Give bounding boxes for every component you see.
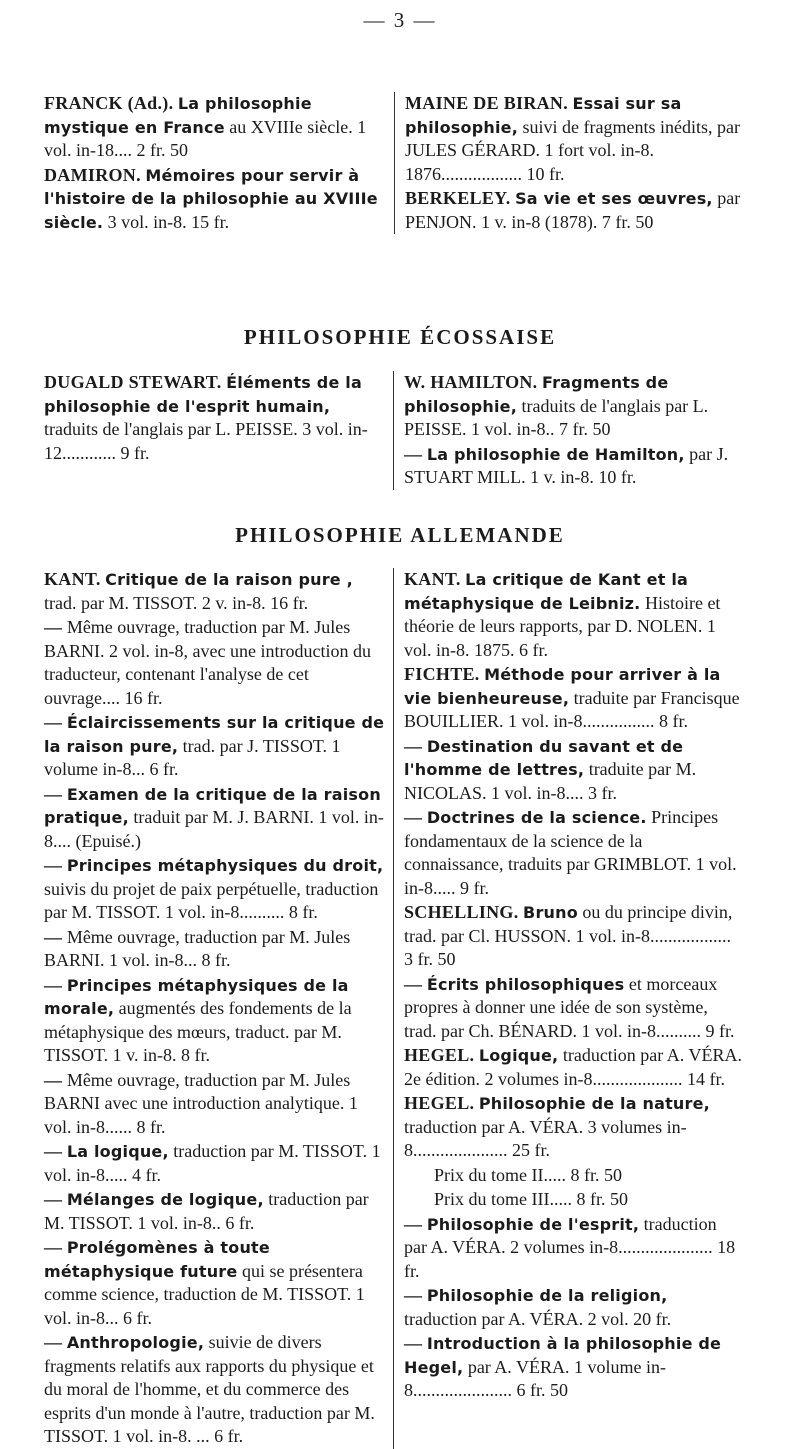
- entry-title: La critique de Kant et la métaphysique de Leibniz.: [404, 570, 689, 613]
- entry-author: —: [44, 1332, 63, 1352]
- entry-title: Introduction à la philosophie de Hegel,: [404, 1334, 722, 1377]
- entry-details: ou du principe divin, trad. par Cl. HUSSON. 1 vol. in-8.................. 3 fr. 50: [404, 902, 733, 969]
- entry-title: Bruno: [523, 903, 578, 922]
- entry-title: Principes métaphysiques du droit,: [66, 856, 384, 875]
- entry-author: —: [404, 1285, 423, 1305]
- entry-title: Destination du savant et de l'homme de lettres,: [404, 736, 684, 779]
- top-right-column: [394, 92, 744, 234]
- entry-details: 3 vol. in-8. 15 fr.: [107, 211, 230, 232]
- entry-title: Mémoires pour servir à l'histoire de la philosophie au XVIIIe siècle.: [44, 165, 378, 232]
- entry-details: traduction par A. VÉRA. 2 vol. 20 fr.: [404, 1308, 672, 1329]
- catalog-entry: [404, 1188, 744, 1212]
- entry-author: MAINE DE BIRAN.: [405, 93, 569, 113]
- entry-details: traduite par M. NICOLAS. 1 vol. in-8.... 3 fr.: [404, 759, 697, 803]
- entry-details: par PENJON. 1 v. in-8 (1878). 7 fr. 50: [405, 188, 741, 232]
- entry-title: La philosophie mystique en France: [44, 94, 312, 137]
- catalog-entry: [404, 735, 744, 806]
- ecossaise-left-column: [44, 371, 394, 490]
- entry-author: HEGEL.: [404, 1045, 475, 1065]
- entry-details: traduction par M. TISSOT. 1 vol. in-8..... 4 fr.: [44, 1141, 381, 1185]
- entry-title: Anthropologie,: [66, 1333, 205, 1352]
- catalog-entry: [404, 1284, 744, 1331]
- catalog-entry: [405, 187, 744, 234]
- catalog-entry: [44, 164, 386, 235]
- catalog-entry: [44, 616, 385, 710]
- catalog-entry: [44, 371, 385, 465]
- catalog-entry: [44, 568, 385, 615]
- entry-author: HEGEL.: [404, 1093, 475, 1113]
- allemande-left-column: [44, 568, 394, 1449]
- catalog-entry: [405, 92, 744, 186]
- entry-title: Doctrines de la science.: [426, 808, 647, 827]
- allemande-right-column: [394, 568, 744, 1449]
- entry-details: par A. VÉRA. 1 volume in-8...................... 6 fr. 50: [404, 1356, 666, 1400]
- entry-details: Même ouvrage, traduction par M. Jules BARNI. 1 vol. in-8... 8 fr.: [44, 926, 351, 970]
- entry-details: trad. par M. TISSOT. 2 v. in-8. 16 fr.: [44, 592, 309, 613]
- section-heading-allemande: PHILOSOPHIE ALLEMANDE: [235, 523, 565, 547]
- entry-title: Philosophie de la religion,: [426, 1286, 668, 1305]
- entry-title: La philosophie de Hamilton,: [426, 444, 685, 464]
- entry-author: —: [44, 855, 63, 875]
- entry-author: —: [44, 1069, 63, 1090]
- entry-details: traduction par A. VÉRA. 2 volumes in-8..................... 18 fr.: [404, 1213, 736, 1281]
- entry-details: trad. par J. TISSOT. 1 volume in-8... 6 fr.: [44, 735, 341, 779]
- entry-author: —: [404, 973, 423, 994]
- catalog-entry: [44, 92, 386, 163]
- catalog-entry: [404, 806, 744, 900]
- entry-details: Principes fondamentaux de la science de la connaissance, traduits par GRIMBLOT. 1 vol. in-8..... 9 fr.: [404, 807, 737, 898]
- catalog-entry: [404, 1164, 744, 1188]
- entry-author: KANT.: [44, 569, 101, 589]
- entry-author: —: [404, 443, 423, 464]
- entry-title: Éléments de la philosophie de l'esprit humain,: [44, 373, 362, 416]
- entry-author: —: [404, 807, 423, 827]
- catalog-entry: [44, 783, 385, 854]
- catalog-entry: [404, 371, 744, 442]
- catalog-entry: [404, 568, 744, 662]
- entry-details: Même ouvrage, traduction par M. Jules BARNI avec une introduction analytique. 1 vol. in-8...... 8 fr.: [44, 1069, 358, 1137]
- catalog-entry: [404, 973, 744, 1044]
- entry-author: —: [44, 1237, 63, 1257]
- catalog-entry: [44, 1069, 385, 1140]
- entry-details: traduits de l'anglais par L. PEISSE. 1 vol. in-8.. 7 fr. 50: [404, 395, 709, 439]
- entry-author: DUGALD STEWART.: [44, 372, 222, 392]
- entry-details: traduite par Francisque BOUILLIER. 1 vol. in-8................ 8 fr.: [404, 687, 740, 731]
- catalog-entry: [44, 1236, 385, 1330]
- entry-author: —: [44, 712, 63, 732]
- entry-author: —: [44, 617, 63, 637]
- entry-title: Essai sur sa philosophie,: [405, 94, 682, 137]
- page-number: — 3 —: [363, 8, 437, 32]
- entry-author: KANT.: [404, 569, 461, 589]
- entry-title: Méthode pour arriver à la vie bienheureuse,: [404, 665, 721, 708]
- entry-title: Éclaircissements sur la critique de la raison pure,: [44, 713, 385, 756]
- entry-title: Prolégomènes à toute métaphysique future: [44, 1238, 270, 1281]
- entry-author: SCHELLING.: [404, 902, 519, 922]
- entry-details: Même ouvrage, traduction par M. Jules BARNI. 2 vol. in-8, avec une introduction du traducteur, contenant l'analyse de cet ouvrage.... 16 fr.: [44, 617, 371, 708]
- entry-details: Histoire et théorie de leurs rapports, par D. NOLEN. 1 vol. in-8. 1875. 6 fr.: [404, 592, 721, 660]
- entry-author: BERKELEY.: [405, 188, 511, 208]
- entry-title: La logique,: [66, 1142, 169, 1161]
- entry-author: —: [44, 783, 63, 804]
- ecossaise-right-column: [394, 371, 744, 490]
- entry-details: au XVIIIe siècle. 1 vol. in-18.... 2 fr. 50: [44, 116, 367, 160]
- entry-author: —: [44, 1189, 63, 1209]
- entry-details: suivis du projet de paix perpétuelle, traduction par M. TISSOT. 1 vol. in-8.......... 8 fr.: [44, 878, 379, 922]
- entry-title: Philosophie de l'esprit,: [426, 1214, 640, 1234]
- catalog-entry: [404, 1092, 744, 1163]
- entry-author: —: [44, 974, 63, 995]
- entry-details: par J. STUART MILL. 1 v. in-8. 10 fr.: [404, 443, 729, 487]
- entry-author: W. HAMILTON.: [404, 372, 538, 392]
- catalog-entry: [44, 711, 385, 782]
- entry-details: traduction par A. VÉRA. 3 volumes in-8..................... 25 fr.: [404, 1116, 687, 1160]
- catalog-entry: [404, 1332, 744, 1403]
- entry-author: DAMIRON.: [44, 164, 141, 185]
- entry-details: Prix du tome III..... 8 fr. 50: [434, 1189, 628, 1209]
- entry-title: Principes métaphysiques de la morale,: [44, 975, 349, 1018]
- entry-title: Sa vie et ses œuvres,: [515, 189, 713, 208]
- entry-author: FRANCK (Ad.).: [44, 93, 174, 113]
- top-left-column: [44, 92, 394, 234]
- catalog-entry: [404, 901, 744, 972]
- entry-author: —: [44, 926, 63, 947]
- entry-title: Examen de la critique de la raison pratique,: [44, 784, 381, 827]
- entry-title: Logique,: [478, 1046, 559, 1065]
- catalog-entry: [44, 974, 385, 1068]
- top-entries: [44, 92, 756, 234]
- entry-author: —: [44, 1141, 63, 1161]
- entry-details: augmentés des fondements de la métaphysique des mœurs, traduct. par M. TISSOT. 1 v. in-8. 8 fr.: [44, 998, 352, 1065]
- catalog-entry: [404, 443, 744, 490]
- catalog-entry: [44, 1140, 385, 1187]
- ecossaise-entries: [44, 371, 756, 490]
- catalog-entry: [44, 926, 385, 973]
- catalog-entry: [404, 1044, 744, 1091]
- entry-details: traduction par M. TISSOT. 1 vol. in-8.. 6 fr.: [44, 1189, 369, 1233]
- entry-details: suivi de fragments inédits, par JULES GÉRARD. 1 fort vol. in-8. 1876.................. 10 fr.: [405, 116, 740, 184]
- entry-title: Fragments de philosophie,: [404, 373, 669, 416]
- entry-details: traduit par M. J. BARNI. 1 vol. in-8.... (Epuisé.): [44, 807, 384, 851]
- catalog-entry: [404, 1213, 744, 1284]
- entry-author: —: [404, 1333, 423, 1353]
- allemande-entries: [44, 568, 756, 1449]
- catalog-entry: [404, 663, 744, 734]
- entry-details: traduits de l'anglais par L. PEISSE. 3 vol. in-12............ 9 fr.: [44, 419, 368, 463]
- entry-details: Prix du tome II..... 8 fr. 50: [434, 1164, 622, 1185]
- entry-author: —: [404, 1213, 423, 1234]
- catalog-entry: [44, 1331, 385, 1449]
- entry-title: Mélanges de logique,: [66, 1190, 264, 1209]
- catalog-entry: [44, 854, 385, 925]
- entry-details: et morceaux propres à donner une idée de son système, trad. par Ch. BÉNARD. 1 vol. in-8.......... 9 fr.: [404, 973, 735, 1041]
- entry-author: —: [404, 735, 423, 756]
- catalog-entry: [44, 1188, 385, 1235]
- entry-title: Philosophie de la nature,: [478, 1094, 710, 1113]
- entry-title: Critique de la raison pure ,: [105, 570, 353, 589]
- section-heading-ecossaise: PHILOSOPHIE ÉCOSSAISE: [243, 325, 557, 349]
- entry-details: qui se présentera comme science, traduction de M. TISSOT. 1 vol. in-8... 6 fr.: [44, 1260, 365, 1328]
- entry-title: Écrits philosophiques: [426, 974, 625, 994]
- entry-details: traduction par A. VÉRA. 2e édition. 2 volumes in-8.................... 14 fr.: [404, 1045, 742, 1089]
- entry-author: FICHTE.: [404, 664, 480, 684]
- entry-details: suivie de divers fragments relatifs aux rapports du physique et du moral de l'homme, et du commerce des esprits d'un monde à l'autre, traduction par M. TISSOT. 1 vol. in-8. ... 6 fr.: [44, 1332, 375, 1446]
